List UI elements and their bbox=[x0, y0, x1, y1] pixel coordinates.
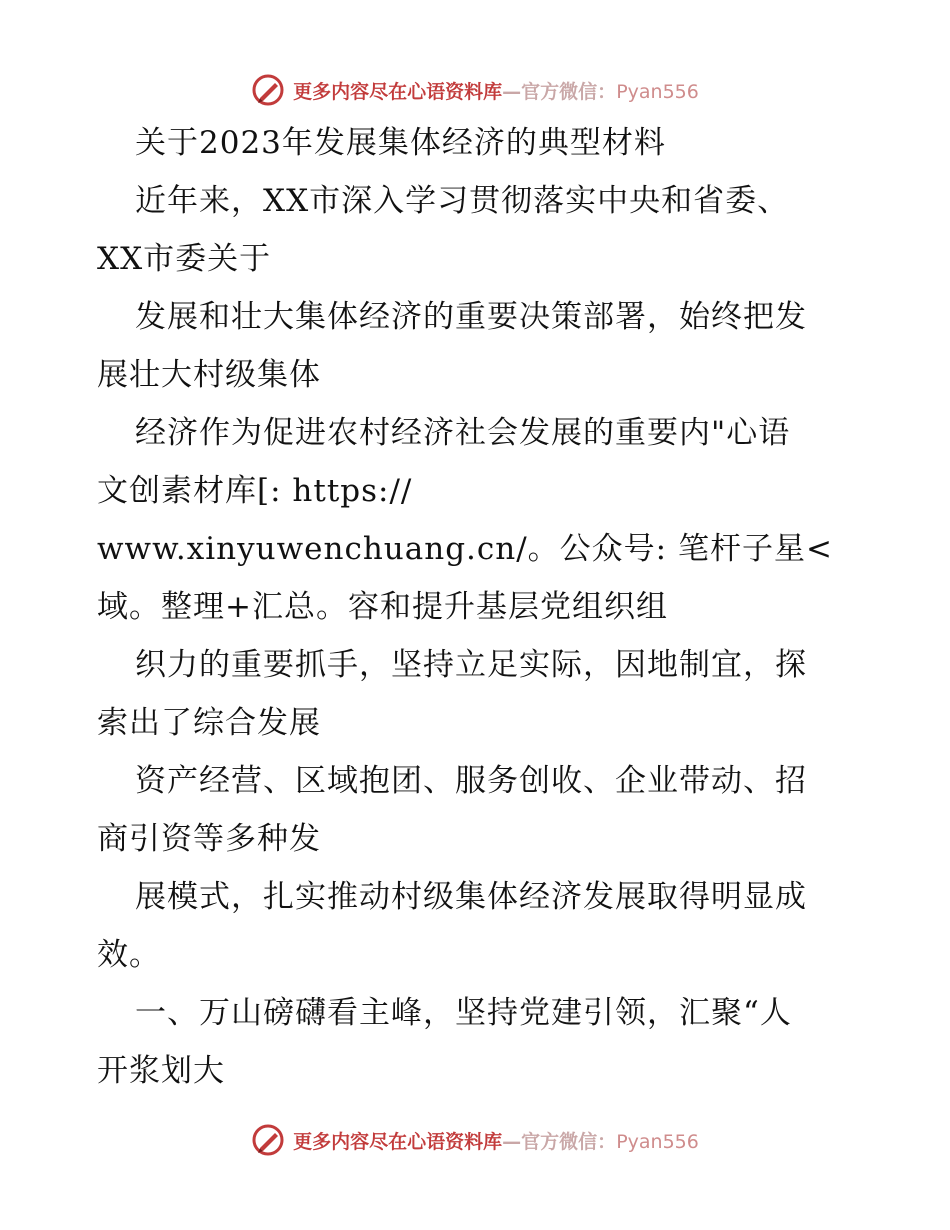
pen-logo-icon bbox=[251, 1123, 285, 1157]
document-body bbox=[97, 114, 867, 1100]
watermark-footer bbox=[0, 1120, 950, 1160]
text-line: 资产经营、区域抱团、服务创收、企业带动、招 bbox=[135, 763, 807, 799]
text-line: 展壮大村级集体 bbox=[97, 357, 321, 393]
watermark-id: Pyan556 bbox=[616, 1130, 699, 1153]
text-line: 索出了综合发展 bbox=[97, 705, 321, 741]
text-line: 织力的重要抓手，坚持立足实际，因地制宜，探 bbox=[135, 647, 807, 683]
text-line: 经济作为促进农村经济社会发展的重要内"心语 bbox=[135, 415, 791, 451]
text-line: XX市委关于 bbox=[97, 241, 272, 277]
watermark-sub: —官方微信： bbox=[502, 1130, 617, 1153]
document-title: 关于2023年发展集体经济的典型材料 bbox=[135, 125, 666, 161]
text-line: 效。 bbox=[97, 937, 161, 973]
pen-logo-icon bbox=[251, 73, 285, 107]
text-line: 近年来，XX市深入学习贯彻落实中央和省委、 bbox=[135, 183, 790, 219]
text-line: 开浆划大 bbox=[97, 1053, 225, 1089]
text-line: 商引资等多种发 bbox=[97, 821, 321, 857]
text-line: 文创素材库[: https:// bbox=[97, 473, 413, 509]
text-line: www.xinyuwenchuang.cn/。公众号: 笔杆子星< bbox=[97, 531, 833, 567]
section-heading: 一、万山磅礴看主峰，坚持党建引领，汇聚“人 bbox=[135, 995, 792, 1031]
text-line: 发展和壮大集体经济的重要决策部署，始终把发 bbox=[135, 299, 807, 335]
watermark-main: 更多内容尽在心语资料库 bbox=[293, 80, 503, 103]
watermark-header bbox=[0, 70, 950, 110]
watermark-sub: —官方微信： bbox=[502, 80, 617, 103]
watermark-id: Pyan556 bbox=[616, 80, 699, 103]
text-line: 展模式，扎实推动村级集体经济发展取得明显成 bbox=[135, 879, 807, 915]
text-line: 域。整理+汇总。容和提升基层党组织组 bbox=[97, 589, 668, 625]
watermark-main: 更多内容尽在心语资料库 bbox=[293, 1130, 503, 1153]
